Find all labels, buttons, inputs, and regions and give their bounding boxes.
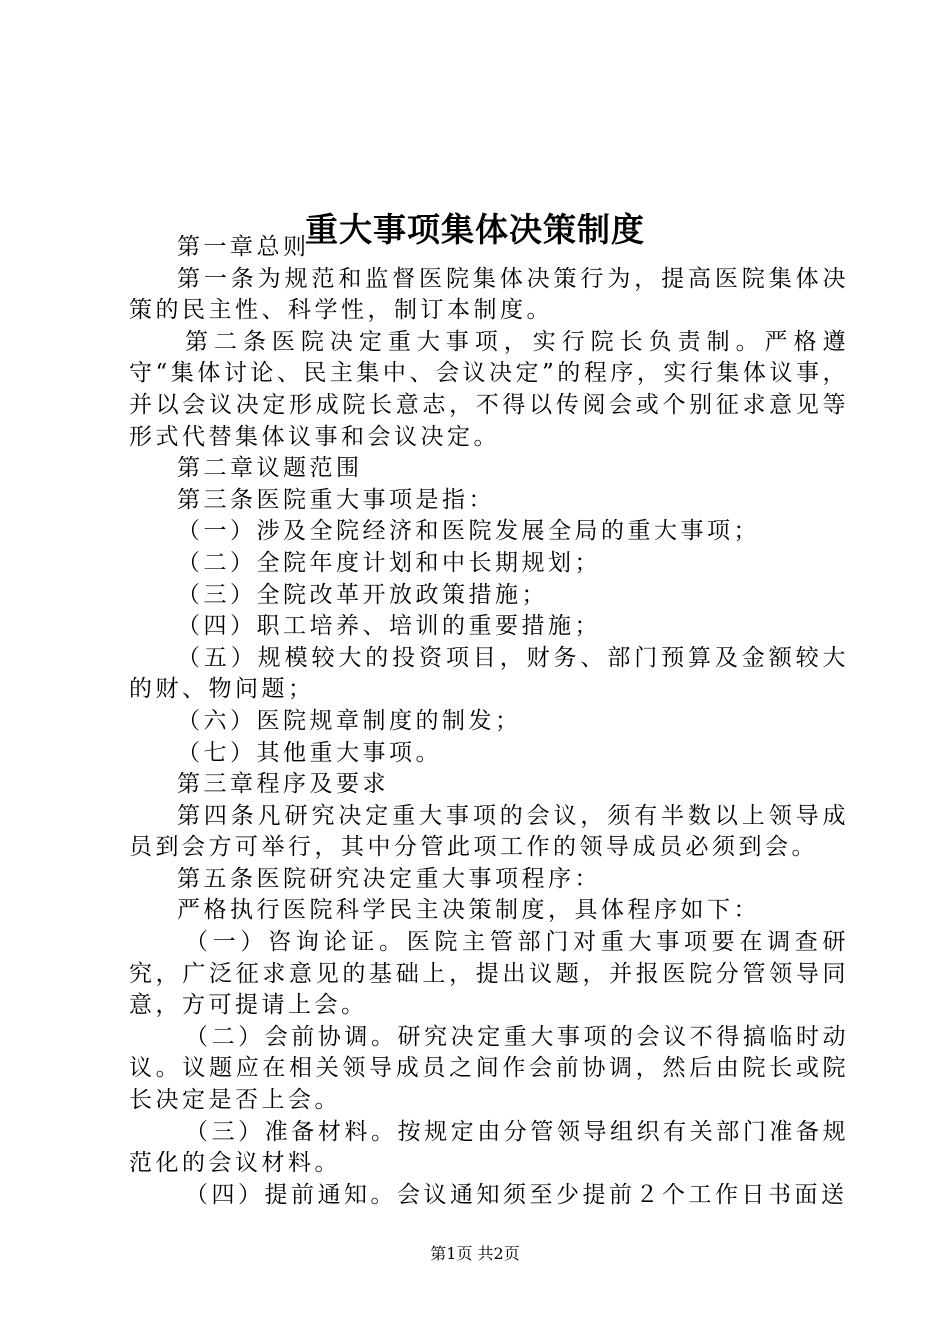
paragraph: 第三条医院重大事项是指：: [177, 486, 495, 513]
paragraph: （二）会前协调。研究决定重大事项的会议不得搞临时动议。议题应在相关领导成员之间作会前协调，然后由院长或院长决定是否上会。: [129, 1023, 849, 1114]
paragraph: （四）职工培养、培训的重要措施；: [177, 613, 601, 640]
paragraph: （一）涉及全院经济和医院发展全局的重大事项；: [177, 518, 760, 545]
paragraph: 严格执行医院科学民主决策制度，具体程序如下：: [177, 897, 760, 924]
document-body: [129, 232, 849, 1211]
paragraph: （五）规模较大的投资项目，财务、部门预算及金额较大的财、物问题；: [129, 644, 849, 703]
paragraph: （一）咨询论证。医院主管部门对重大事项要在调查研究，广泛征求意见的基础上，提出议题，并报医院分管领导同意，方可提请上会。: [129, 929, 849, 1019]
paragraph: （七）其他重大事项。: [177, 739, 442, 766]
paragraph: 第三章程序及要求: [177, 771, 389, 798]
paragraph: （三）准备材料。按规定由分管领导组织有关部门准备规范化的会议材料。: [129, 1118, 849, 1177]
paragraph: （二）全院年度计划和中长期规划；: [177, 549, 601, 576]
paragraph: （六）医院规章制度的制发；: [177, 707, 522, 734]
paragraph: 第一章总则: [177, 234, 310, 260]
paragraph: （四）提前通知。会议通知须至少提前２个工作日书面送: [185, 1181, 848, 1208]
paragraph: （三）全院改革开放政策措施；: [177, 581, 548, 608]
document-title: 重大事项集体决策制度: [305, 210, 645, 250]
paragraph: 第二章议题范围: [177, 455, 363, 482]
paragraph: 第四条凡研究决定重大事项的会议，须有半数以上领导成员到会方可举行，其中分管此项工作的领导成员必须到会。: [129, 802, 849, 861]
page-footer: 第1页 共2页: [430, 1244, 520, 1263]
paragraph: 第五条医院研究决定重大事项程序：: [177, 865, 601, 892]
paragraph: 第一条为规范和监督医院集体决策行为，提高医院集体决策的民主性、科学性，制订本制度。: [129, 265, 849, 324]
paragraph: 第二条医院决定重大事项，实行院长负责制。严格遵守“集体讨论、民主集中、会议决定”的程序，实行集体议事，并以会议决定形成院长意志，不得以传阅会或个别征求意见等形式代替集体议事和会议决定。: [129, 328, 849, 450]
